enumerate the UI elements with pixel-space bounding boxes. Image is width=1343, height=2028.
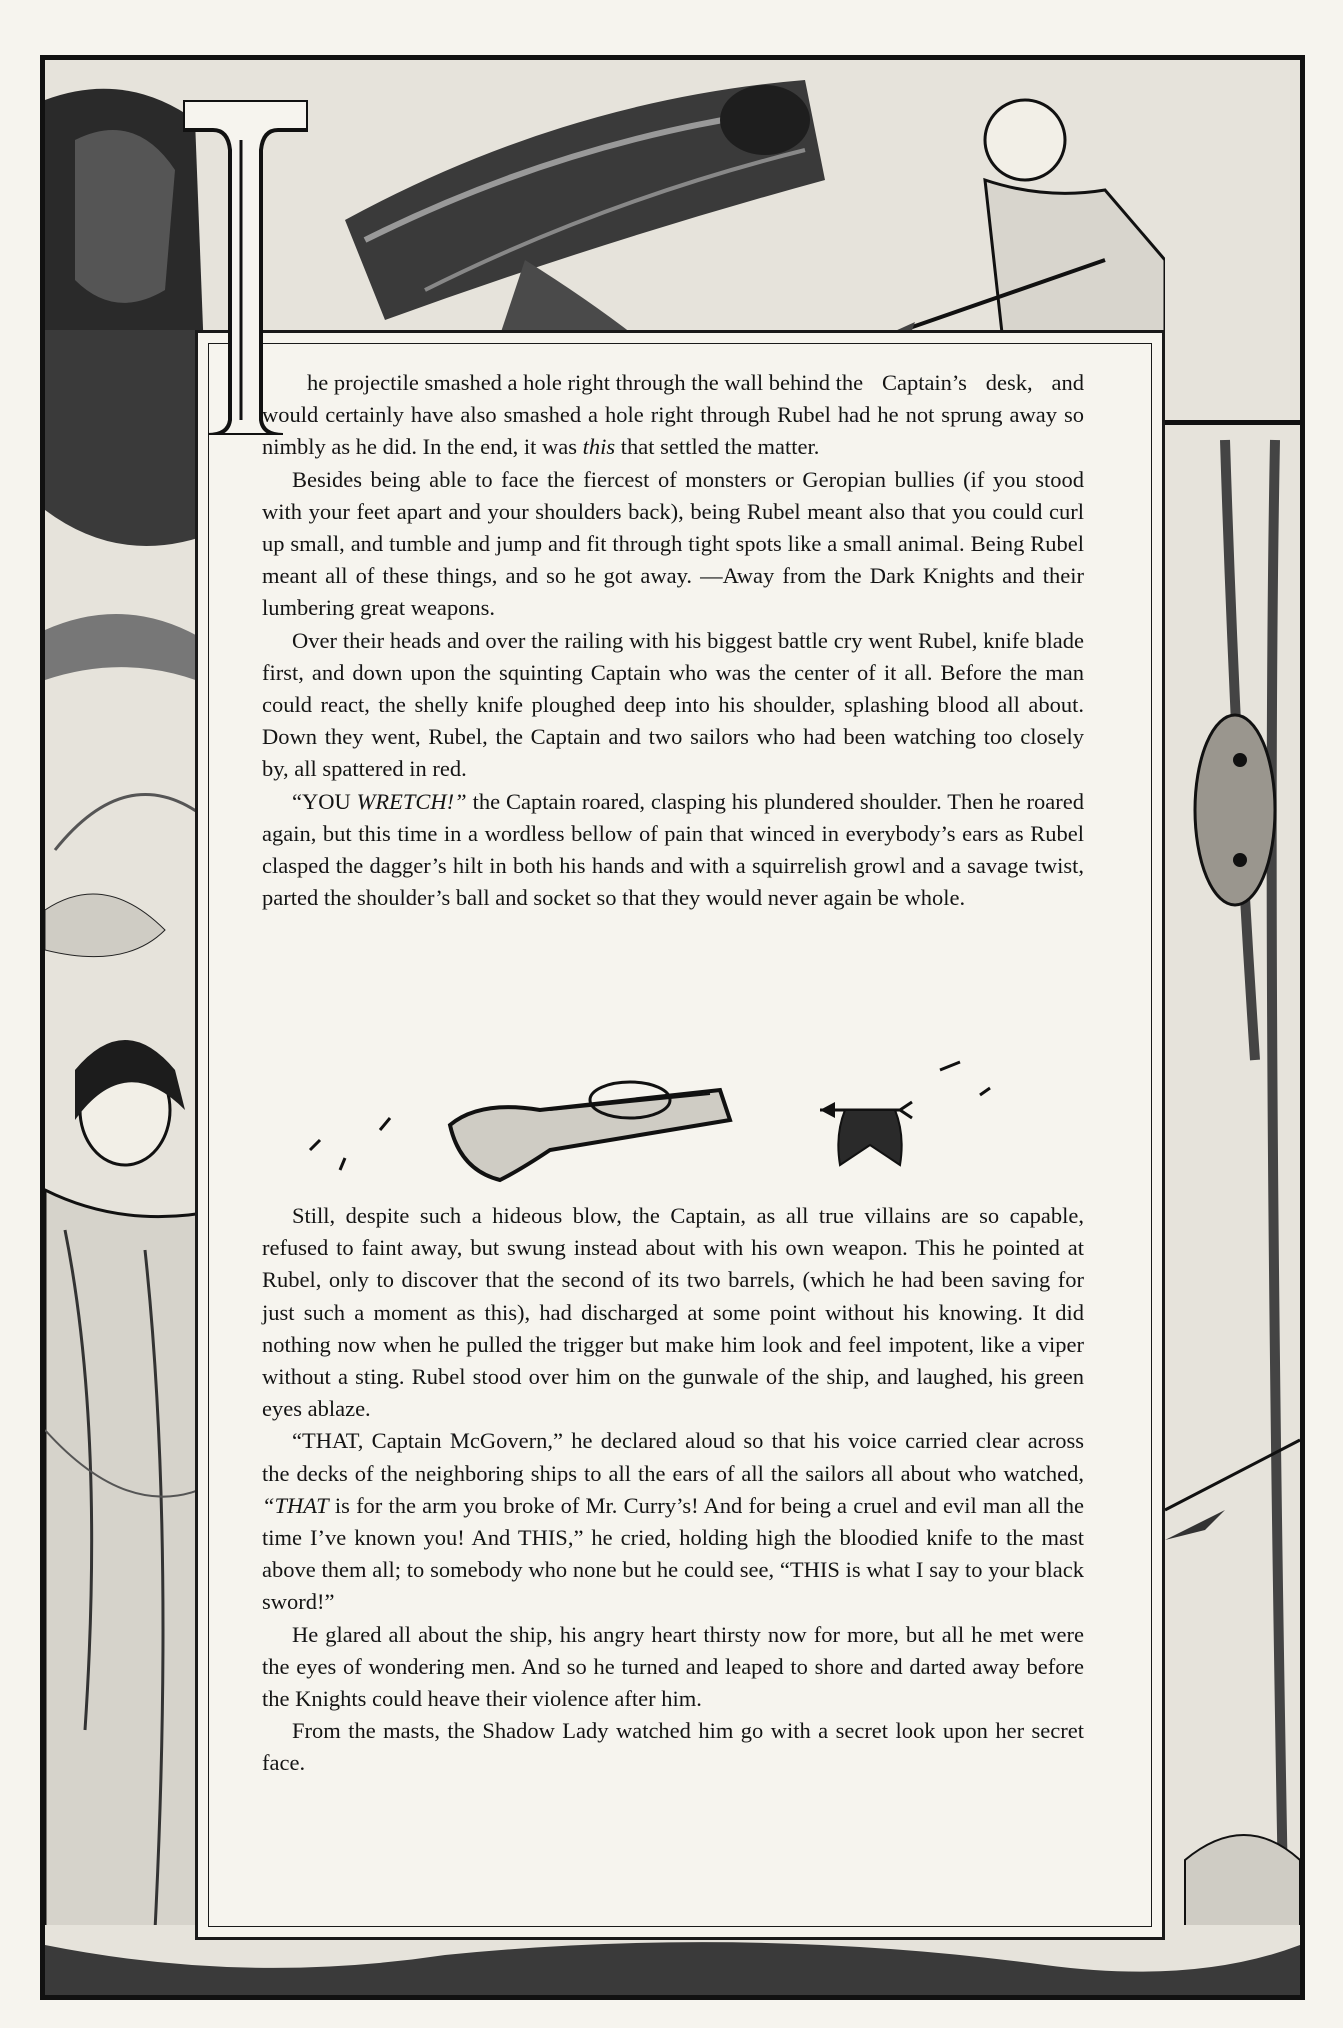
paragraph-1-end: that settled the matter. (615, 434, 820, 460)
paragraph-7: He glared all about the ship, his angry heart thirsty now for more, but all he met were the eyes of wondering men. And so he turned and leaped to shore and darted away before the Knights could heave their violence after him. (262, 1621, 1084, 1712)
paragraph-6-start: “THAT, Captain McGovern,” he declared aloud so that his voice carried clear across the decks of the neighboring ships to all the ears of all the sailors all about who watched, (262, 1428, 1084, 1486)
paragraph-6 (262, 1425, 1084, 1618)
paragraph-4-start: “YOU (292, 788, 357, 814)
blunderbuss-illustration (300, 1040, 1120, 1190)
lady-with-braid-illustration (45, 330, 220, 1995)
story-text-lower (262, 1200, 1084, 1780)
story-text-upper (262, 367, 1084, 914)
paragraph-1-first-line: he projectile smashed a hole right through the wall behind the (307, 370, 864, 395)
paragraph-2: Besides being able to face the fiercest of monsters or Geropian bullies (if you stood with your feet apart and your shoulders back), being Rubel meant also that you could curl up small, and tumble and jump and fit through tight spots like a small animal. Being Rubel meant all of these things, and so he got away. —Away from the Dark Knights and their lumbering great weapons. (262, 466, 1084, 621)
paragraph-3: Over their heads and over the railing with his biggest battle cry went Rubel, knife blade first, and down upon the squinting Captain who was the center of it all. Before the man could react, the shelly knife ploughed deep into his shoulder, splashing blood all about. Down they went, Rubel, the Captain and two sailors who had been watching too closely by, all spattered in red. (262, 627, 1084, 782)
paragraph-6-body: is for the arm you broke of Mr. Curry’s! And for being a cruel and evil man all the time I’ve known you! And THIS,” he cried, holding high the bloodied knife to the mast above them all; to somebody who none but he could see, “THIS is what I say to your black sword!” (262, 1492, 1084, 1615)
paragraph-4-emphasis: WRETCH!” (356, 788, 467, 814)
rope-pulley-illustration (1165, 60, 1300, 1995)
paragraph-4-body: the Captain roared, clasping his plundered shoulder. Then he roared again, but this time in a wordless bellow of pain that winced in everybody’s ears as Rubel clasped the dagger’s hilt in both his hands and with a squirrelish growl and a savage twist, parted the shoulder’s ball and socket so that they would never again be whole. (262, 788, 1084, 911)
paragraph-1-body: Captain’s desk, and would certainly have also smashed a hole right through Rubel had he not sprung away so nimbly as he did. In the end, it was (262, 370, 1084, 460)
paragraph-4 (262, 786, 1084, 915)
paragraph-1 (262, 367, 1084, 464)
paragraph-5: Still, despite such a hideous blow, the Captain, as all true villains are so capable, refused to faint away, but swung instead about with his own weapon. This he pointed at Rubel, only to discover that the second of its two barrels, (which he had been saving for just such a moment as this), had discharged at some point without his knowing. It did nothing now when he pulled the trigger but make him look and feel impotent, like a viper without a sting. Rubel stood over him on the gunwale of the ship, and laughed, his green eyes ablaze. (262, 1203, 1084, 1422)
paragraph-1-emphasis: this (582, 434, 616, 460)
paragraph-6-emphasis: “THAT (262, 1492, 329, 1518)
paragraph-8: From the masts, the Shadow Lady watched him go with a secret look upon her secret face. (262, 1718, 1084, 1776)
